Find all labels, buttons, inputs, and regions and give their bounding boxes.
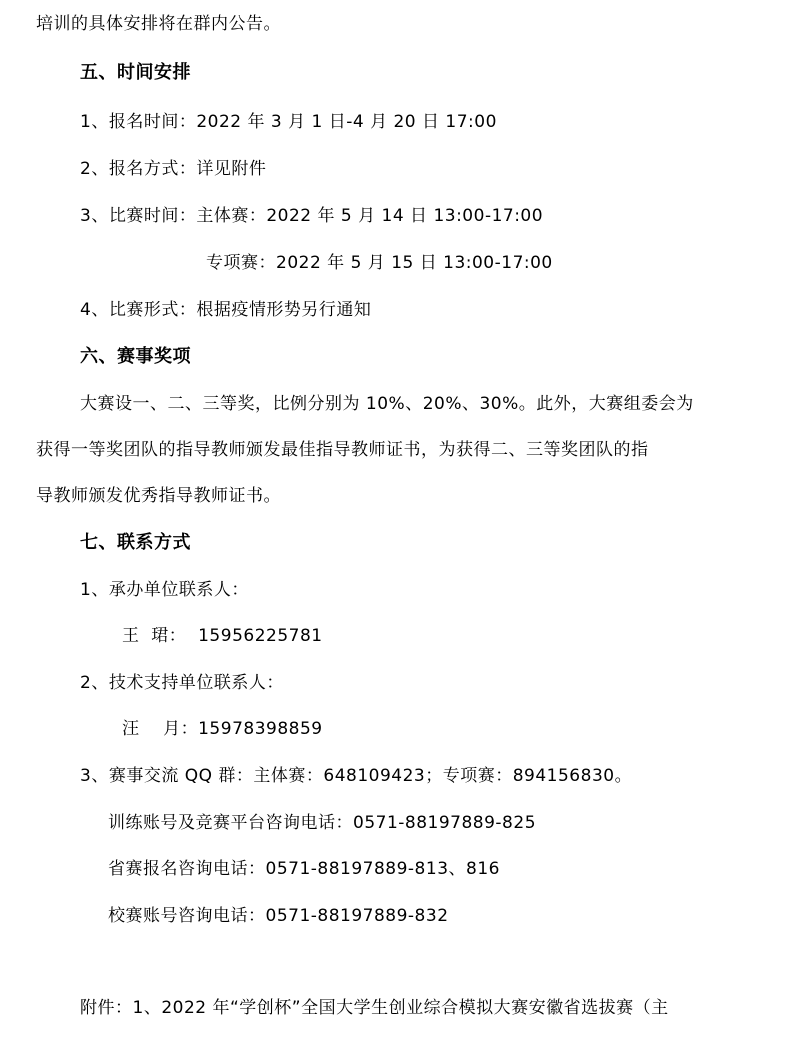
schedule-competition-main: 3、比赛时间：主体赛：2022 年 5 月 14 日 13:00-17:00 bbox=[80, 206, 544, 226]
awards-paragraph-line2: 获得一等奖团队的指导教师颁发最佳指导教师证书，为获得二、三等奖团队的指 bbox=[36, 440, 649, 460]
schedule-competition-format: 4、比赛形式：根据疫情形势另行通知 bbox=[80, 300, 372, 320]
contact-organizer-label: 1、承办单位联系人： bbox=[80, 580, 249, 600]
phone-training-platform: 训练账号及竞赛平台咨询电话：0571-88197889-825 bbox=[108, 813, 537, 833]
qq-group-info: 3、赛事交流 QQ 群：主体赛：648109423；专项赛：894156830。 bbox=[80, 766, 633, 786]
schedule-registration-method: 2、报名方式：详见附件 bbox=[80, 159, 267, 179]
phone-provincial-registration: 省赛报名咨询电话：0571-88197889-813、816 bbox=[108, 859, 500, 879]
awards-paragraph-line3: 导教师颁发优秀指导教师证书。 bbox=[36, 486, 281, 506]
attachment-line: 附件：1、2022 年“学创杯”全国大学生创业综合模拟大赛安徽省选拔赛（主 bbox=[80, 998, 669, 1018]
schedule-registration-time: 1、报名时间：2022 年 3 月 1 日-4 月 20 日 17:00 bbox=[80, 112, 497, 132]
contact-organizer-value: 王 珺： 15956225781 bbox=[122, 626, 323, 646]
schedule-competition-special: 专项赛：2022 年 5 月 15 日 13:00-17:00 bbox=[206, 253, 553, 273]
section6-heading: 六、赛事奖项 bbox=[80, 346, 191, 367]
awards-paragraph-line1: 大赛设一、二、三等奖，比例分别为 10%、20%、30%。此外，大赛组委会为 bbox=[80, 394, 694, 414]
section7-heading: 七、联系方式 bbox=[80, 532, 191, 553]
intro-tail-text: 培训的具体安排将在群内公告。 bbox=[36, 14, 281, 34]
phone-school-account: 校赛账号咨询电话：0571-88197889-832 bbox=[108, 906, 449, 926]
section5-heading: 五、时间安排 bbox=[80, 62, 191, 83]
contact-tech-support-value: 汪 月：15978398859 bbox=[122, 719, 323, 739]
contact-tech-support-label: 2、技术支持单位联系人： bbox=[80, 673, 284, 693]
